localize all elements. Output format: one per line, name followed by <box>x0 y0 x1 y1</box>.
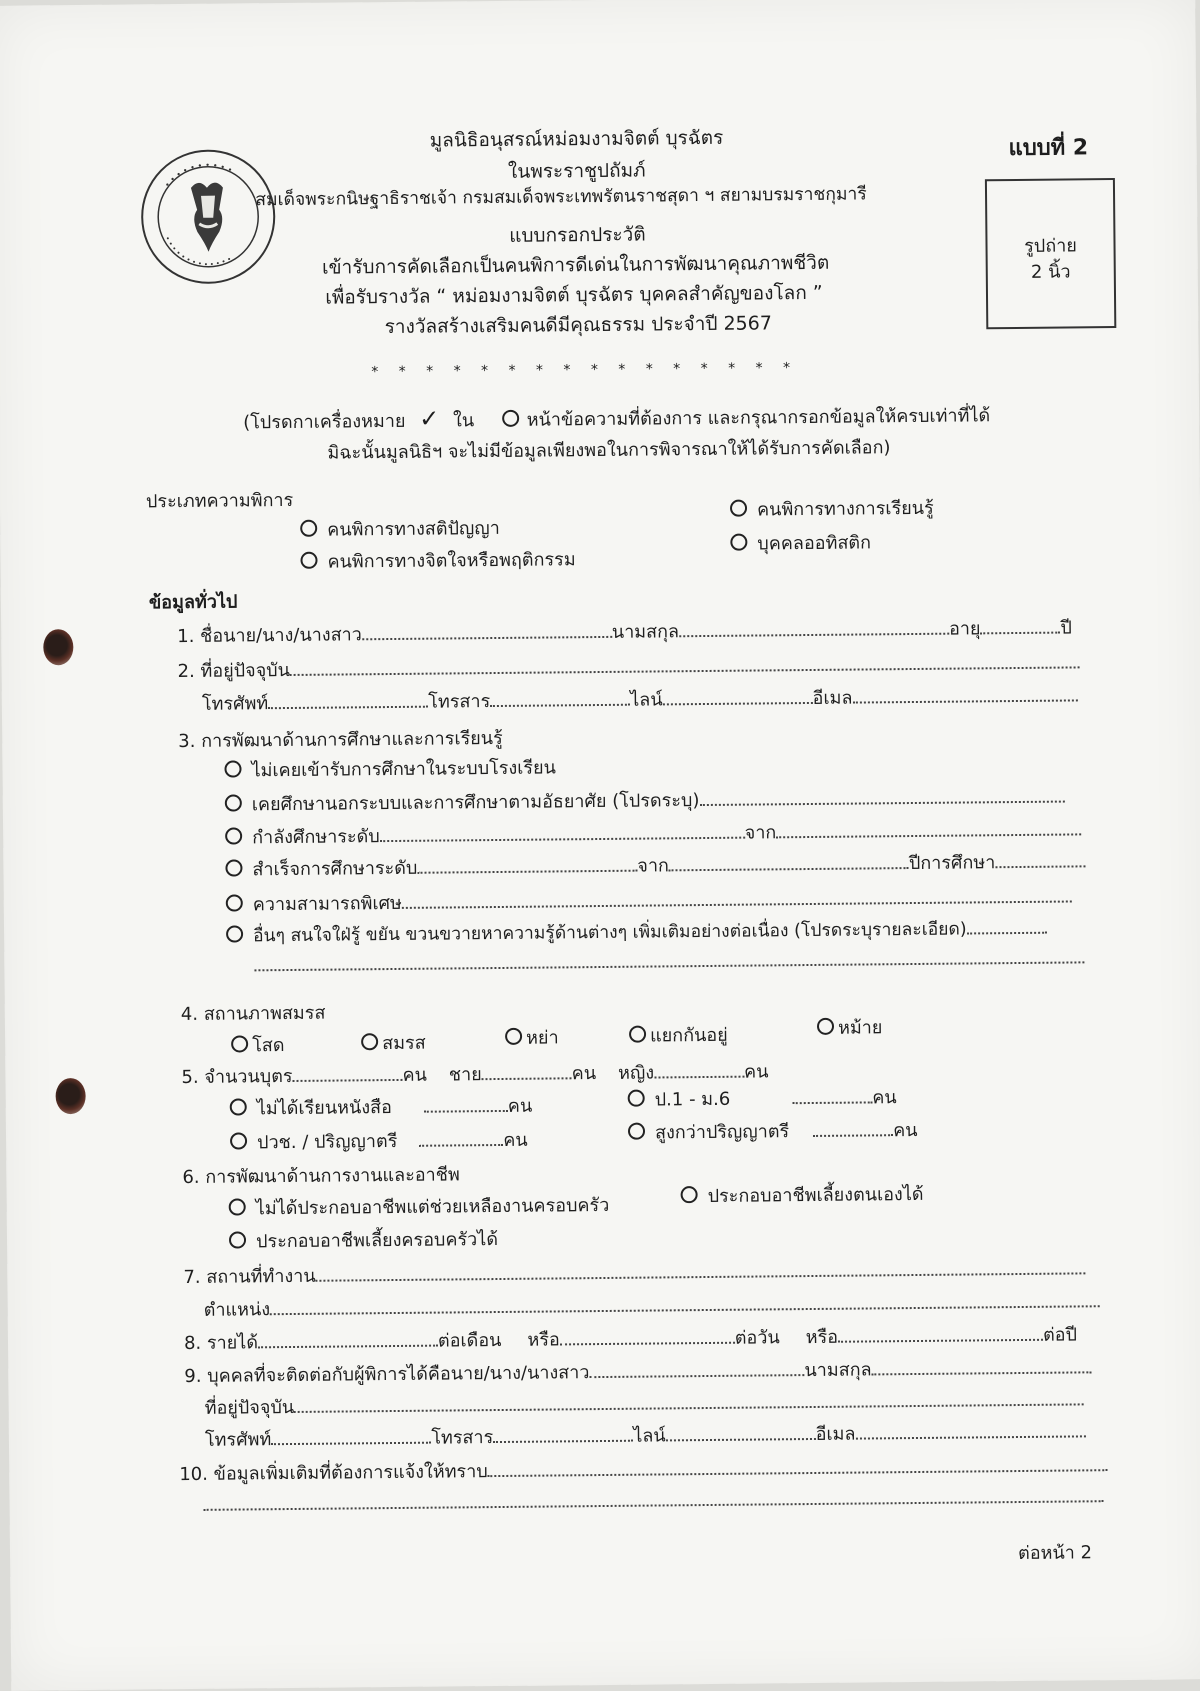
option-label: ความสามารถพิเศษ <box>252 892 402 916</box>
line-label: ไลน์ <box>633 1425 666 1447</box>
q3-option-graduated[interactable] <box>225 846 1085 883</box>
award-line: เพื่อรับรางวัล “ หม่อมงามจิตต์ บุรฉัตร บุคคลสำคัญของโลก ” <box>325 281 823 309</box>
line-id-field[interactable] <box>662 686 812 705</box>
q6-option-family-support[interactable] <box>229 1224 498 1256</box>
q5-label: 5. จำนวนบุตร <box>181 1065 293 1089</box>
bachelor-count-field[interactable] <box>419 1128 503 1147</box>
circle-icon <box>502 410 519 427</box>
option-label: สำเร็จการศึกษาระดับ <box>252 857 418 881</box>
q9-address-row <box>204 1384 1084 1421</box>
line-label: ไลน์ <box>630 689 663 711</box>
per-year-label: ต่อปี <box>1042 1324 1078 1346</box>
yearly-income-field[interactable] <box>838 1323 1043 1343</box>
radio-circle-icon[interactable] <box>229 1231 246 1248</box>
form-title: แบบกรอกประวัติ <box>509 223 646 247</box>
non-formal-field[interactable] <box>699 785 1064 807</box>
option-label: ไม่เคยเข้ารับการศึกษาในระบบโรงเรียน <box>251 757 556 782</box>
photo-label: รูปถ่าย <box>1024 235 1077 257</box>
option-label: สมรส <box>382 1032 426 1055</box>
radio-circle-icon[interactable] <box>681 1186 698 1203</box>
radio-circle-icon[interactable] <box>730 534 747 551</box>
radio-circle-icon[interactable] <box>226 894 243 911</box>
option-label: คนพิการทางจิตใจหรือพฤติกรรม <box>327 549 576 573</box>
option-label: ปวช. / ปริญญาตรี <box>257 1130 398 1154</box>
q6-option-family-help[interactable] <box>229 1190 610 1223</box>
male-count-field[interactable] <box>482 1061 572 1080</box>
children-count-field[interactable] <box>292 1063 402 1082</box>
position-label: ตำแหน่ง <box>203 1299 271 1321</box>
other-detail-field[interactable] <box>254 945 1084 971</box>
q3-option-special-ability[interactable] <box>226 881 1072 918</box>
foundation-name: มูลนิธิอนุสรณ์หม่อมงามจิตต์ บุรฉัตร <box>429 126 724 152</box>
q1-label: 1. ชื่อนาย/นาง/นางสาว <box>177 624 362 648</box>
graduated-from-field[interactable] <box>669 851 909 871</box>
form-number: แบบที่ 2 <box>1008 135 1089 162</box>
q4-option-widowed[interactable] <box>817 1012 883 1042</box>
option-label: ไม่ได้ประกอบอาชีพแต่ช่วยเหลืองานครอบครัว <box>255 1194 610 1220</box>
option-label: บุคคลออทิสติก <box>757 532 872 555</box>
q7-workplace-row <box>183 1253 1085 1291</box>
radio-circle-icon[interactable] <box>361 1033 378 1050</box>
q7-label: 7. สถานที่ทำงาน <box>183 1265 316 1289</box>
option-label: คนพิการทางการเรียนรู้ <box>756 497 934 521</box>
female-count-field[interactable] <box>654 1060 744 1079</box>
purpose-line: เข้ารับการคัดเลือกเป็นคนพิการดีเด่นในการพัฒนาคุณภาพชีวิต <box>322 251 830 279</box>
daily-income-field[interactable] <box>560 1326 735 1346</box>
disability-option-learning[interactable] <box>730 493 934 524</box>
check-mark-icon: ✓ <box>419 404 440 433</box>
additional-info-field-2[interactable] <box>203 1484 1103 1511</box>
option-label: ไม่ได้เรียนหนังสือ <box>256 1097 392 1120</box>
option-label: หม้าย <box>837 1017 883 1039</box>
special-ability-field[interactable] <box>402 884 1072 908</box>
instruction-text-a: (โปรดกาเครื่องหมาย <box>243 410 406 434</box>
q5-option-above-bachelor[interactable] <box>628 1115 918 1147</box>
fax-field[interactable] <box>490 688 630 707</box>
workplace-field[interactable] <box>316 1256 1086 1281</box>
fax-label: โทรสาร <box>431 1427 494 1449</box>
instruction-text-b: ใน <box>452 410 475 432</box>
q2-address-row <box>177 647 1080 685</box>
award-year-line: รางวัลสร้างเสริมคนดีมีคุณธรรม ประจำปี 2567 <box>384 312 772 339</box>
q8-label: 8. รายได้ <box>183 1332 259 1355</box>
photo-size-label: 2 นิ้ว <box>1030 261 1071 283</box>
email-label: อีเมล <box>815 1423 856 1445</box>
q9-contact-row <box>205 1416 1086 1453</box>
q5-option-primary-secondary[interactable] <box>628 1082 897 1114</box>
above-bachelor-count-field[interactable] <box>813 1118 893 1137</box>
contact-email-field[interactable] <box>855 1419 1085 1439</box>
radio-circle-icon[interactable] <box>229 1198 246 1215</box>
q6-career-label: 6. การพัฒนาด้านการงานและอาชีพ <box>182 1164 460 1189</box>
address-label: ที่อยู่ปัจจุบัน <box>204 1396 295 1419</box>
next-page-note: ต่อหน้า 2 <box>1017 1542 1093 1565</box>
q9-label: 9. บุคคลที่จะติดต่อกับผู้พิการได้คือนาย/นาง/นางสาว <box>184 1362 590 1388</box>
radio-circle-icon[interactable] <box>226 925 243 942</box>
per-month-label: ต่อเดือน <box>437 1329 502 1352</box>
or-label: หรือ <box>527 1329 560 1351</box>
punch-hole-top <box>43 629 73 665</box>
or-label: หรือ <box>805 1326 839 1349</box>
studying-from-field[interactable] <box>776 817 1081 838</box>
email-label: อีเมล <box>812 687 853 709</box>
radio-circle-icon[interactable] <box>629 1026 646 1043</box>
additional-info-field[interactable] <box>488 1453 1108 1477</box>
surname-label: นามสกุล <box>611 621 680 643</box>
unit-label: คน <box>402 1064 427 1086</box>
option-label: โสด <box>252 1035 285 1057</box>
svg-text:• • • • • • • • • • • • •: • • • • • • • • • • • • • <box>162 234 234 269</box>
contact-name-field[interactable] <box>589 1358 804 1378</box>
disability-heading: ประเภทความพิการ <box>145 489 294 513</box>
option-label: คนพิการทางสติปัญญา <box>327 517 500 541</box>
separator-stars: * * * * * * * * * * * * * * * * <box>371 360 799 381</box>
monthly-income-field[interactable] <box>258 1329 438 1349</box>
q8-income-row <box>184 1319 1077 1357</box>
unit-label: คน <box>507 1095 533 1117</box>
age-field[interactable] <box>980 616 1060 635</box>
contact-phone-field[interactable] <box>271 1426 431 1446</box>
surname-label: นามสกุล <box>804 1359 872 1382</box>
academic-year-label: ปีการศึกษา <box>908 852 996 875</box>
instruction-line-2: มิฉะนั้นมูลนิธิฯ จะไม่มีข้อมูลเพียงพอในการพิจารณาให้ได้รับการคัดเลือก) <box>327 437 891 464</box>
option-label: ประกอบอาชีพเลี้ยงตนเองได้ <box>707 1183 924 1207</box>
radio-circle-icon[interactable] <box>730 500 747 517</box>
option-label: หย่า <box>526 1027 559 1049</box>
radio-circle-icon[interactable] <box>225 827 242 844</box>
q7-position-row <box>204 1286 1101 1324</box>
unit-label: คน <box>744 1061 769 1083</box>
q4-option-separated[interactable] <box>629 1020 728 1050</box>
q4-option-divorced[interactable] <box>505 1022 559 1052</box>
unit-label: คน <box>872 1087 897 1109</box>
q10-label: 10. ข้อมูลเพิ่มเติมที่ต้องการแจ้งให้ทราบ <box>179 1461 488 1486</box>
svg-text:• • • • • • • • • •: • • • • • • • • • • <box>162 160 234 190</box>
q9-contact-person-row <box>184 1352 1092 1390</box>
q10-additional-line-2 <box>203 1484 1103 1516</box>
q10-additional-row <box>179 1450 1108 1488</box>
q3-option-other[interactable] <box>226 914 1047 950</box>
male-label: ชาย <box>448 1064 482 1086</box>
contact-line-field[interactable] <box>666 1422 816 1441</box>
studying-level-field[interactable] <box>380 821 745 843</box>
female-label: หญิง <box>618 1062 655 1084</box>
address-field[interactable] <box>290 650 1080 676</box>
q1-name-row <box>177 612 1072 650</box>
radio-circle-icon[interactable] <box>230 1132 247 1149</box>
unit-label: คน <box>571 1063 597 1085</box>
from-label: จาก <box>744 822 777 844</box>
option-label: ประกอบอาชีพเลี้ยงครอบครัวได้ <box>255 1229 499 1253</box>
q4-option-married[interactable] <box>361 1028 426 1058</box>
graduated-level-field[interactable] <box>417 854 637 874</box>
q3-option-studying[interactable] <box>225 814 1081 851</box>
instruction-text-c: หน้าข้อความที่ต้องการ และกรุณากรอกข้อมูลให้ครบเท่าที่ได้ <box>526 405 991 431</box>
q2-contact-row <box>202 680 1078 717</box>
radio-circle-icon[interactable] <box>230 1098 247 1115</box>
phone-label: โทรศัพท์ <box>204 1429 272 1451</box>
year-label: ปี <box>1060 617 1073 639</box>
first-name-field[interactable] <box>362 620 612 640</box>
contact-address-field[interactable] <box>294 1387 1084 1413</box>
disability-option-intellectual[interactable] <box>300 513 500 544</box>
contact-fax-field[interactable] <box>493 1424 633 1443</box>
radio-circle-icon[interactable] <box>300 552 317 569</box>
instruction-line-1 <box>243 399 990 436</box>
option-label: อื่นๆ สนใจใฝ่รู้ ขยัน ขวนขวายหาความรู้ด้านต่างๆ เพิ่มเติมอย่างต่อเนื่อง (โปรดระบุรายละเอียด) <box>253 919 967 947</box>
contact-surname-field[interactable] <box>871 1355 1091 1375</box>
radio-circle-icon[interactable] <box>224 760 241 777</box>
from-label: จาก <box>637 855 670 877</box>
q3-other-detail-line <box>254 945 1084 976</box>
per-day-label: ต่อวัน <box>734 1327 780 1349</box>
unit-label: คน <box>503 1129 528 1151</box>
option-label: สูงกว่าปริญญาตรี <box>654 1121 790 1144</box>
academic-year-field[interactable] <box>995 849 1085 868</box>
position-field[interactable] <box>270 1289 1100 1315</box>
q6-option-self-support[interactable] <box>680 1179 923 1210</box>
fax-label: โทรสาร <box>428 691 491 713</box>
q4-marital-label: 4. สถานภาพสมรส <box>180 1002 326 1026</box>
q5-option-vocational-bachelor[interactable] <box>230 1125 528 1157</box>
unit-label: คน <box>893 1119 918 1142</box>
radio-circle-icon[interactable] <box>628 1090 645 1107</box>
disability-option-mental[interactable] <box>300 544 575 576</box>
q5-option-no-school[interactable] <box>230 1091 533 1123</box>
option-label: เคยศึกษานอกระบบและการศึกษาตามอัธยาศัย (โปรดระบุ) <box>251 790 700 816</box>
surname-field[interactable] <box>679 617 949 638</box>
patronage-line: ในพระราชูปถัมภ์ <box>507 159 646 183</box>
radio-circle-icon[interactable] <box>225 794 242 811</box>
radio-circle-icon[interactable] <box>225 859 242 876</box>
radio-circle-icon[interactable] <box>300 520 317 537</box>
q3-option-non-formal[interactable] <box>225 782 1065 819</box>
q2-label: 2. ที่อยู่ปัจจุบัน <box>177 659 291 683</box>
radio-circle-icon[interactable] <box>817 1018 834 1035</box>
primary-count-field[interactable] <box>792 1085 872 1104</box>
punch-hole-bottom <box>55 1078 85 1114</box>
q4-option-single[interactable] <box>231 1030 285 1060</box>
radio-circle-icon[interactable] <box>628 1123 645 1140</box>
general-info-heading: ข้อมูลทั่วไป <box>148 591 238 614</box>
option-label: ป.1 - ม.6 <box>654 1088 731 1111</box>
option-label: กำลังศึกษาระดับ <box>252 826 380 849</box>
royal-patron-line: สมเด็จพระกนิษฐาธิราชเจ้า กรมสมเด็จพระเทพรัตนราชสุดา ฯ สยามบรมราชกุมารี <box>255 184 867 211</box>
age-label: อายุ <box>948 618 981 640</box>
disability-option-autism[interactable] <box>730 527 871 557</box>
radio-circle-icon[interactable] <box>505 1028 522 1045</box>
phone-field[interactable] <box>268 690 428 710</box>
q3-option-never-schooled[interactable] <box>224 752 556 784</box>
other-field[interactable] <box>967 916 1047 935</box>
option-label: แยกกันอยู่ <box>649 1024 728 1047</box>
radio-circle-icon[interactable] <box>231 1035 248 1052</box>
email-field[interactable] <box>852 683 1077 703</box>
q3-education-label: 3. การพัฒนาด้านการศึกษาและการเรียนรู้ <box>178 727 503 753</box>
phone-label: โทรศัพท์ <box>201 693 269 715</box>
no-school-count-field[interactable] <box>424 1094 508 1113</box>
